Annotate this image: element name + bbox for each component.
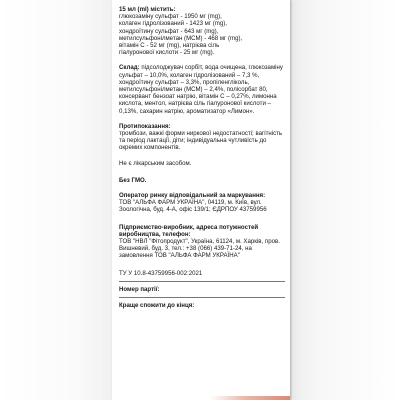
contraindications-title: Протипоказання: (119, 122, 171, 130)
divider (119, 281, 285, 282)
contraindications-section (119, 123, 285, 152)
background-right (290, 0, 400, 400)
bottom-color-strip (112, 396, 290, 400)
label-content (119, 6, 285, 309)
operator-text: ТОВ "АЛЬФА ФАРМ УКРАЇНА", 04119, м. Київ, вул. Зоологічна, буд. 4-А, офіс 139/1; ЄДРПОУ 43759956 (119, 199, 267, 214)
manufacturer-title: Підприємство-виробник, адреса потужностей виробництва, телефон: (119, 223, 259, 238)
ingredients-text: підсолоджувач сорбіт, вода очищена, глюкозаміну сульфат – 10,0%, колаген гідролізований – 7,3 %, хондроїтину сульфат – 3,3%, пропіленгліколь, метилсульфонілметан (МСМ) – 2,4%, полісорбат 80, консервант бензоат натрію, вітамін С – 0,27%, лимонна кислота, ментол, натрієва сіль гіалуронової кислоти – 0,13%, сахарин натрію, ароматизатор «Лимон». (119, 64, 283, 115)
composition-line: гіалуронової кислоти - 25 мг (mg). (119, 49, 215, 57)
composition-title: 15 мл (ml) містить: (119, 6, 176, 13)
ingredients-section (119, 64, 285, 114)
composition-line: хондроїтину сульфат - 643 мг (mg), (119, 27, 219, 35)
ingredients-label: Склад: (119, 64, 140, 72)
composition-section (119, 6, 285, 56)
composition-line: вітамін С - 52 мг (mg), натрієва сіль (119, 42, 220, 50)
manufacturer-text: ТОВ "НВЛ "Фітопродукт", Україна, 61124, м. Харків, пров. Вишневий, буд. 3, тел.: +38 (066) 439-71-24, на замовлення ТОВ "АЛЬФА ФАРМ УКРАЇНА" (119, 238, 280, 260)
label-panel (112, 0, 290, 400)
contraindications-text: тромбози, важкі форми ниркової недостатності; вагітність та період лактації, діти; індивідуальна чутливість до окремих компонентів. (119, 130, 283, 152)
batch-label: Номер партії: (119, 285, 160, 293)
operator-title: Оператор ринку відповідальний за маркування: (119, 192, 266, 200)
tu-code: ТУ У 10.8-43759956-002:2021 (119, 269, 203, 277)
not-medicine-note: Не є лікарським засобом. (119, 159, 192, 167)
manufacturer-section (119, 224, 285, 260)
divider (119, 297, 285, 298)
gmo-note: Без ГМО. (119, 176, 147, 184)
composition-line: колаген гідролізований - 1423 мг (mg), (119, 20, 227, 28)
composition-line: метилсульфонілметан (МСМ) - 468 мг (mg), (119, 34, 243, 42)
composition-line: глюкозаміну сульфат - 1950 мг (mg), (119, 13, 222, 21)
best-before-label: Краще спожити до кінця: (119, 302, 195, 310)
operator-section (119, 192, 285, 214)
background-left (0, 0, 112, 400)
